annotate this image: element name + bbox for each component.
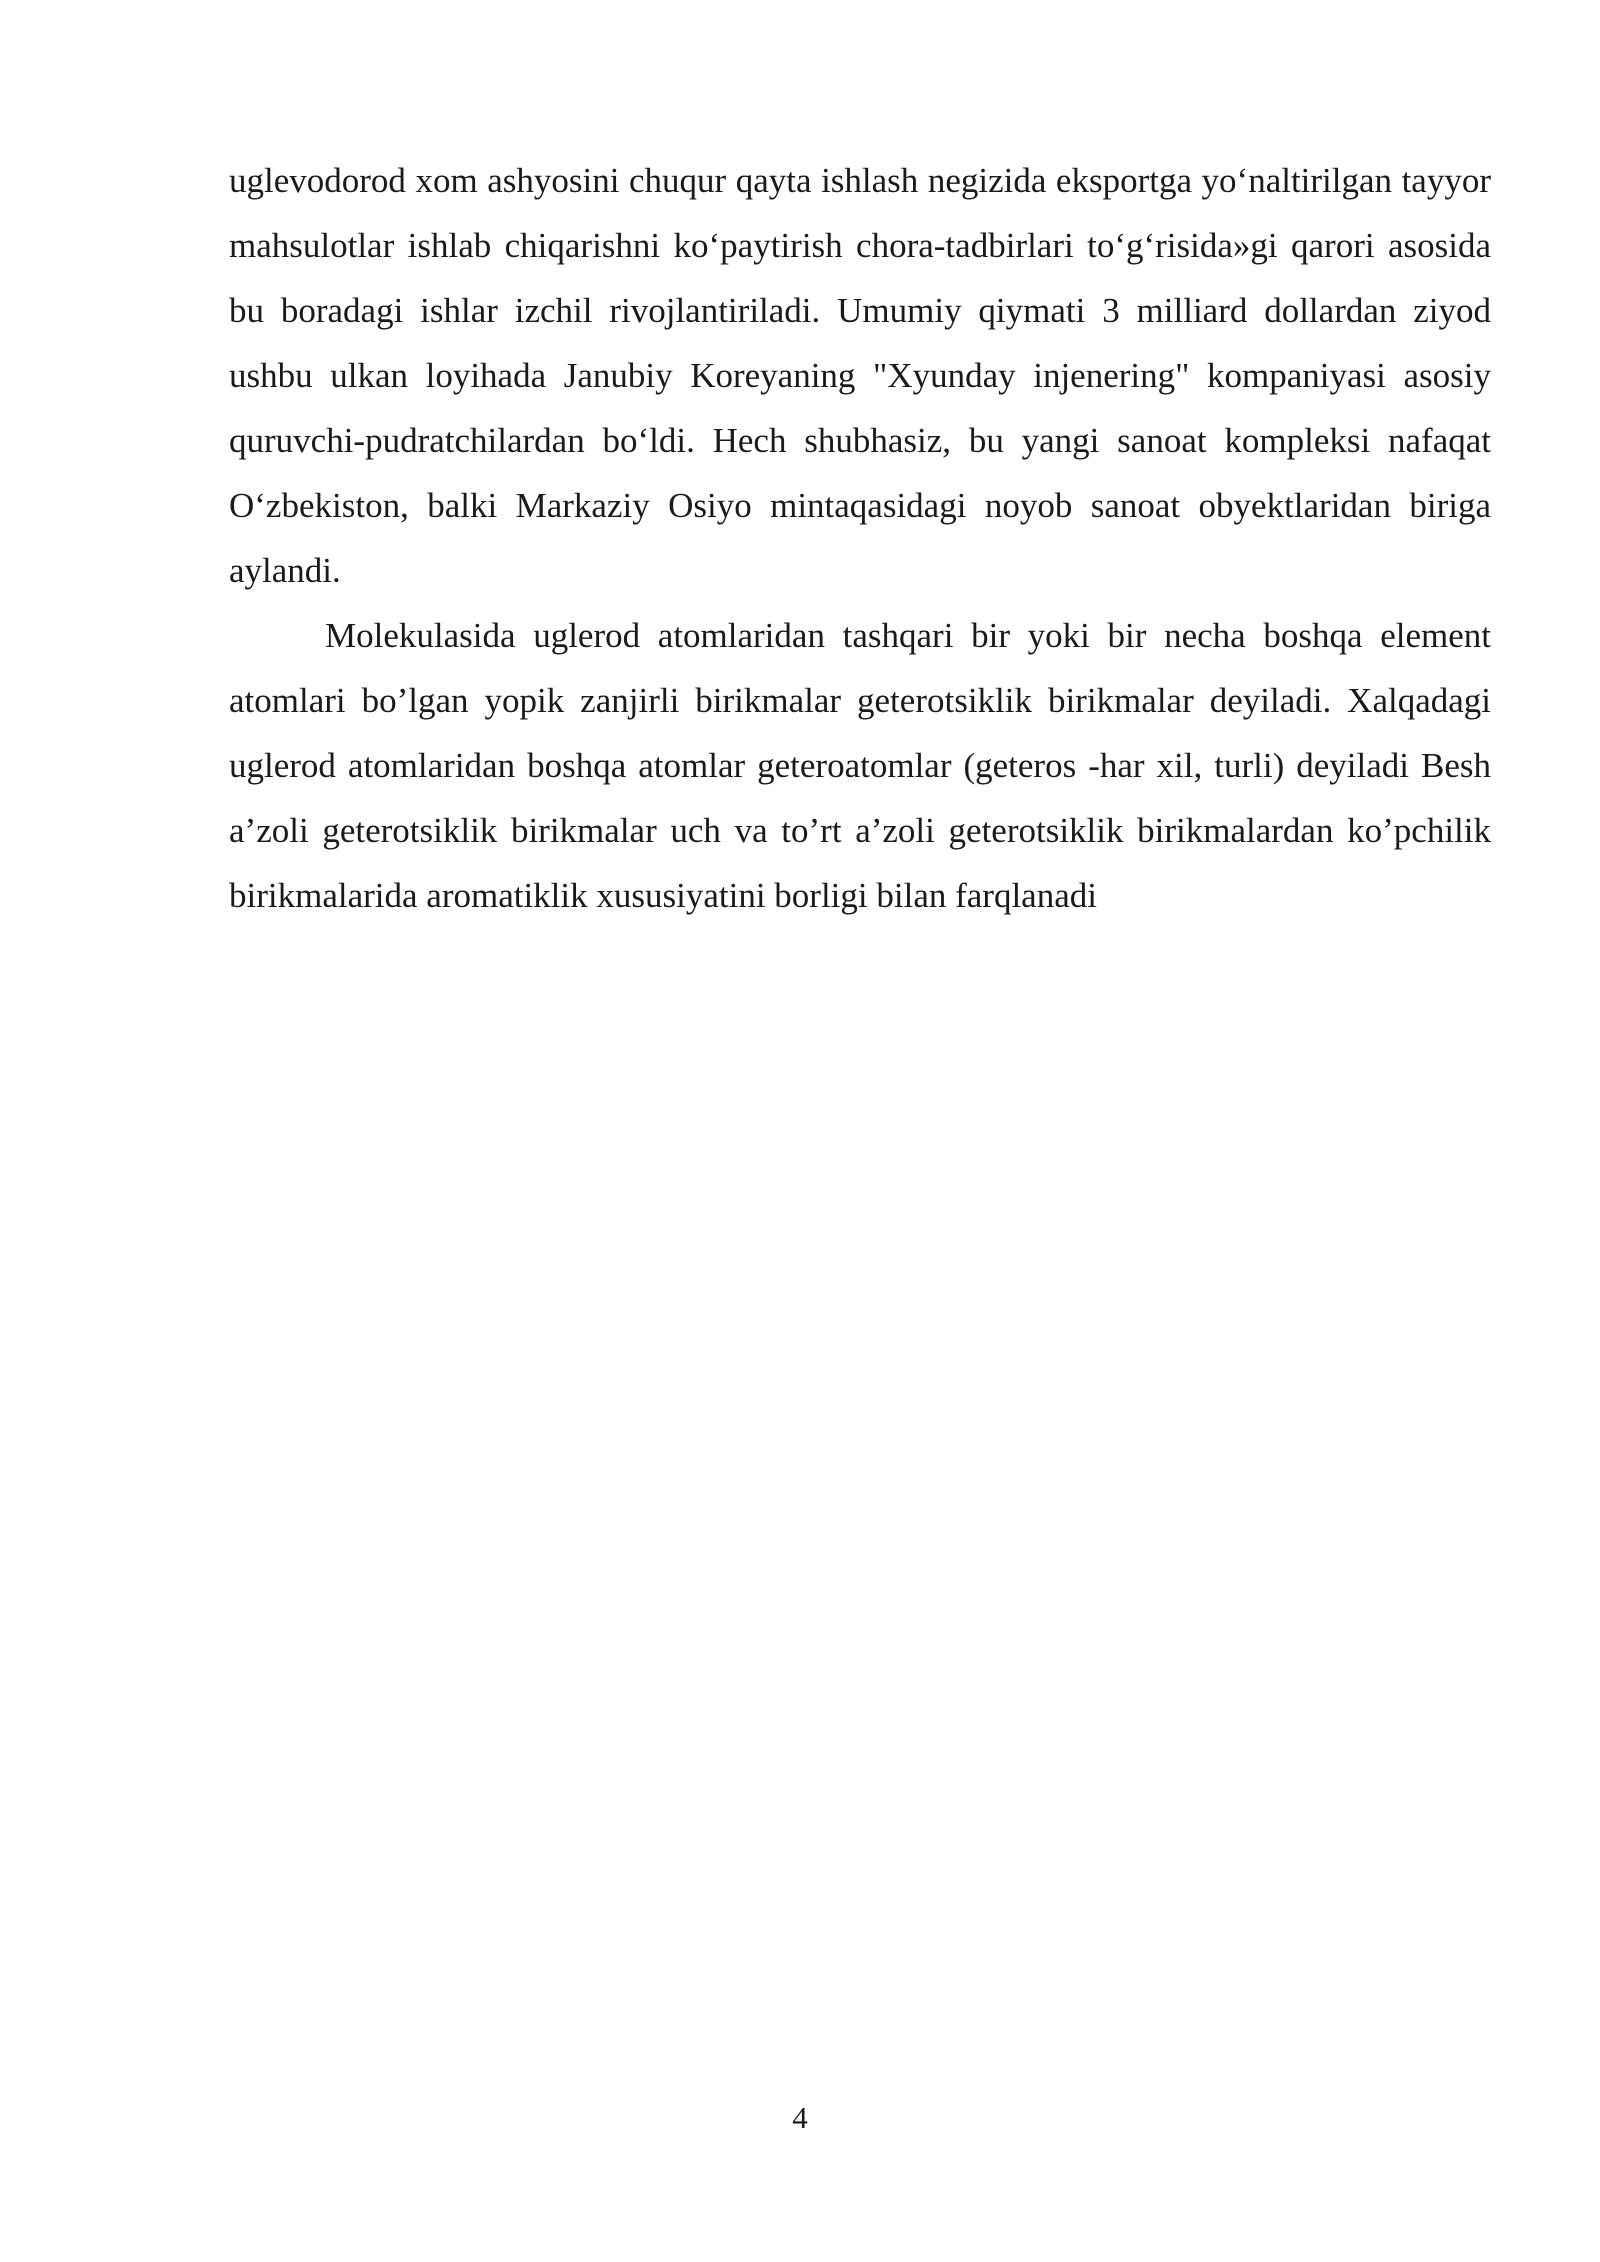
paragraph-heterocyclic: Molekulasida uglerod atomlaridan tashqari bir yoki bir necha boshqa element atomlari bo’lgan yopik zanjirli birikmalar geterotsiklik birikmalar deyiladi. Xalqadagi uglerod atomlaridan boshqa atomlar geteroatomlar (geteros -har xil, turli) deyiladi Besh a’zoli geterotsiklik birikmalar uch va to’rt a’zoli geterotsiklik birikmalardan ko’pchilik birikmalarida aromatiklik xususiyatini borligi bilan farqlanadi (229, 616, 1491, 915)
paragraph-continued: uglevodorod xom ashyosini chuqur qayta ishlash negizida eksportga yo‘naltirilgan tayyor mahsulotlar ishlab chiqarishni ko‘paytirish chora-tadbirlari to‘g‘risida»gi qarori asosida bu boradagi ishlar izchil rivojlantiriladi. Umumiy qiymati 3 milliard dollardan ziyod ushbu ulkan loyihada Janubiy Koreyaning "Xyunday injenering" kompaniyasi asosiy quruvchi-pudratchilardan bo‘ldi. Hech shubhasiz, bu yangi sanoat kompleksi nafaqat O‘zbekiston, balki Markaziy Osiyo mintaqasidagi noyob sanoat obyektlaridan biriga aylandi. (229, 161, 1491, 590)
body-text (229, 148, 1491, 928)
page-number: 4 (792, 2100, 808, 2135)
